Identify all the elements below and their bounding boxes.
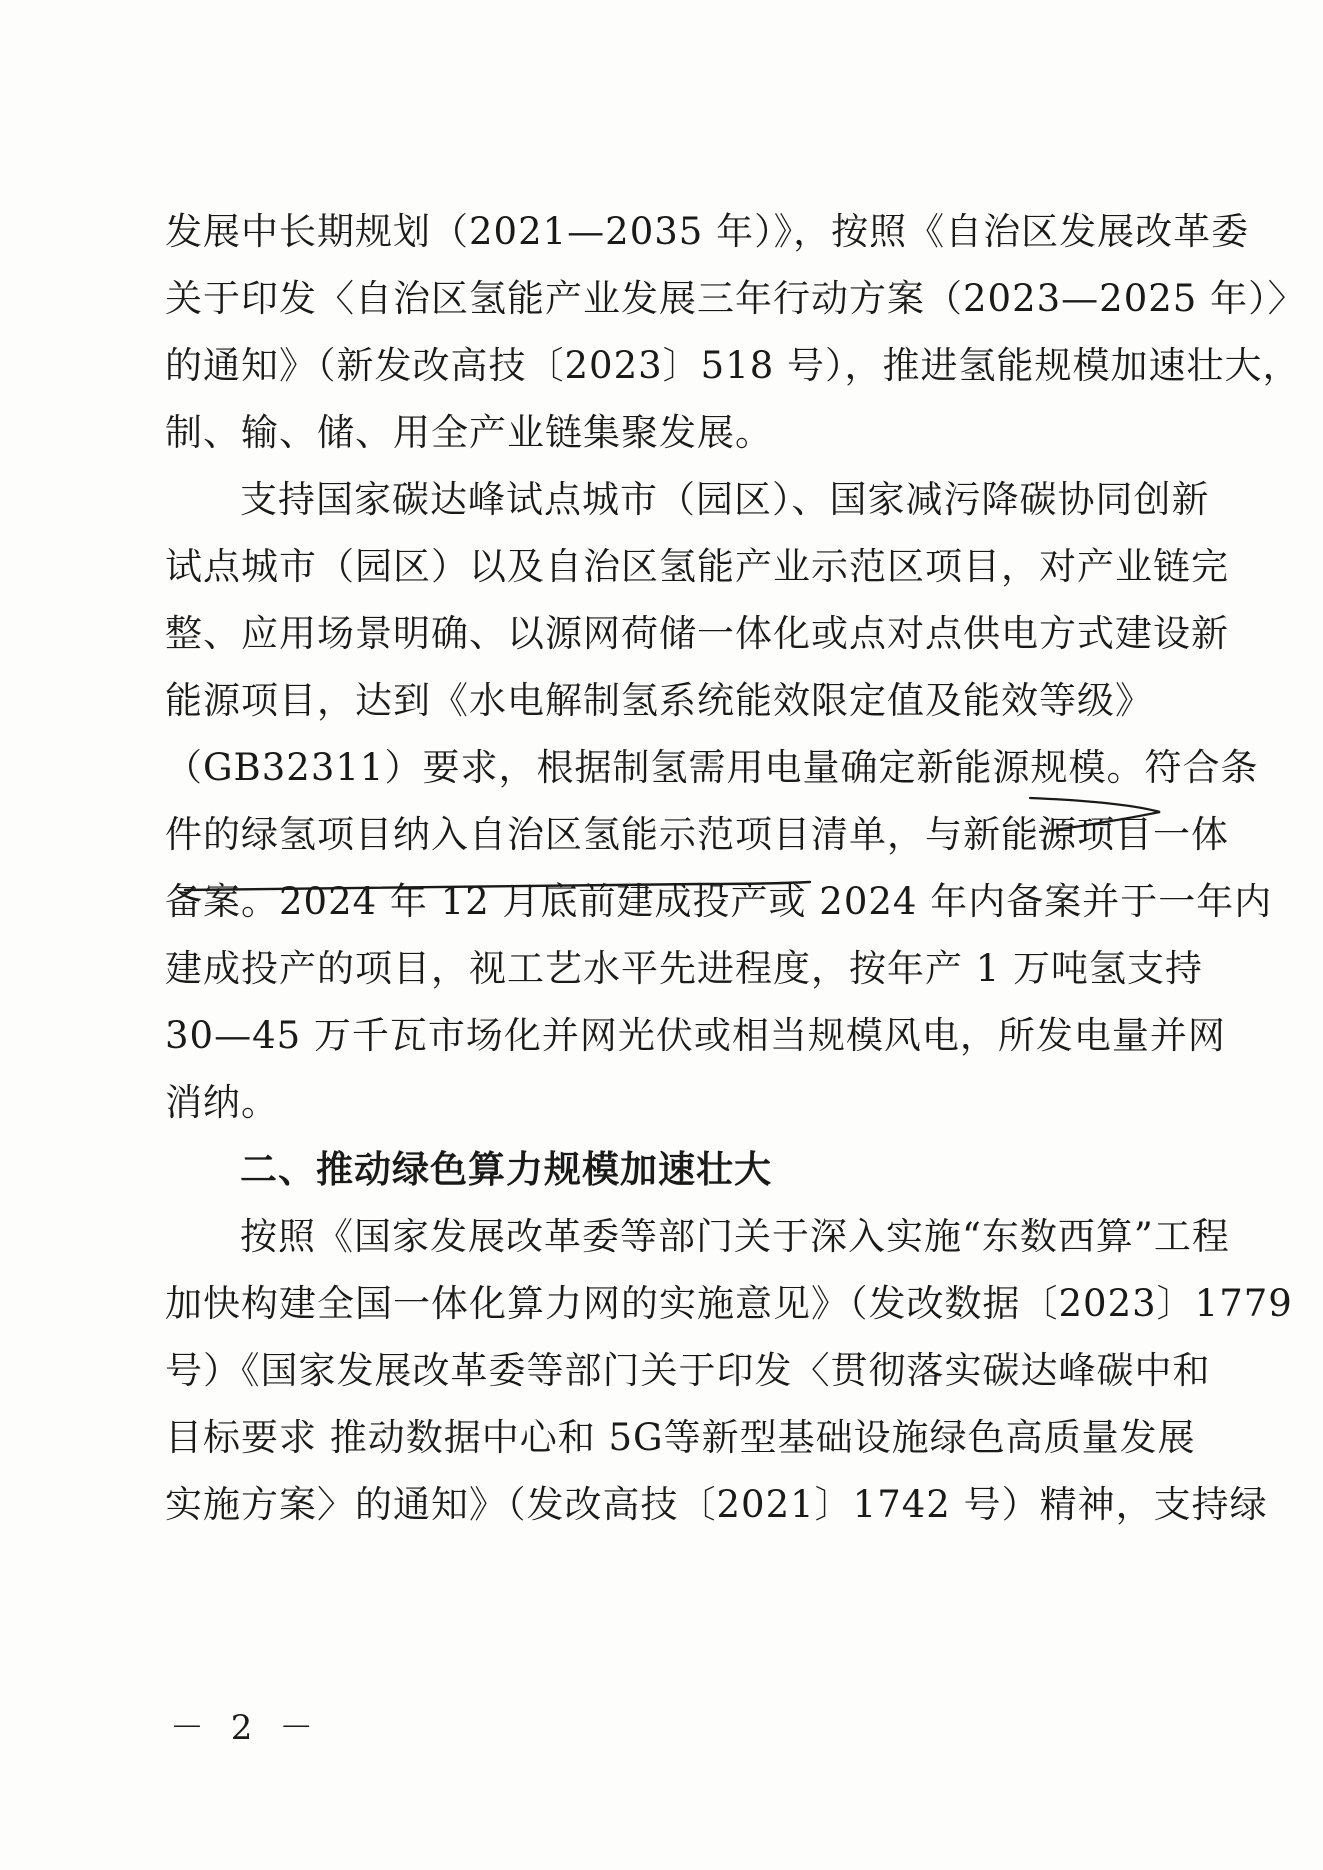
page-number: － 2 － <box>170 1708 322 1748</box>
paragraph-2-line-2: 试点城市（园区）以及自治区氢能产业示范区项目，对产业链完 <box>165 545 1229 588</box>
paragraph-2-line-8: 建成投产的项目，视工艺水平先进程度，按年产 1 万吨氢支持 <box>165 947 1204 990</box>
paragraph-2-line-7: 备案。2024 年 12 月底前建成投产或 2024 年内备案并于一年内 <box>165 880 1273 923</box>
paragraph-1-line-2: 关于印发〈自治区氢能产业发展三年行动方案（2023—2025 年）〉 <box>165 277 1306 320</box>
paragraph-2-line-6: 件的绿氢项目纳入自治区氢能示范项目清单，与新能源项目一体 <box>165 813 1229 856</box>
paragraph-3-line-5: 实施方案〉的通知》（发改高技〔2021〕1742 号）精神，支持绿 <box>165 1483 1268 1526</box>
paragraph-1-line-1: 发展中长期规划（2021—2035 年）》，按照《自治区发展改革委 <box>165 210 1250 253</box>
paragraph-1-line-3: 的通知》（新发改高技〔2023〕518 号），推进氢能规模加速壮大， <box>165 344 1301 387</box>
paragraph-2-line-9: 30—45 万千瓦市场化并网光伏或相当规模风电，所发电量并网 <box>165 1014 1226 1057</box>
paragraph-2-line-1: 支持国家碳达峰试点城市（园区）、国家减污降碳协同创新 <box>240 478 1210 521</box>
paragraph-3-line-1: 按照《国家发展改革委等部门关于深入实施“东数西算”工程 <box>240 1215 1230 1258</box>
paragraph-3-line-3: 号）《国家发展改革委等部门关于印发〈贯彻落实碳达峰碳中和 <box>165 1349 1211 1392</box>
paragraph-2-line-3: 整、应用场景明确、以源网荷储一体化或点对点供电方式建设新 <box>165 612 1229 655</box>
paragraph-2-line-4: 能源项目，达到《水电解制氢系统能效限定值及能效等级》 <box>165 679 1153 722</box>
paragraph-2-line-5: （GB32311）要求，根据制氢需用电量确定新能源规模。符合条 <box>165 746 1259 789</box>
paragraph-3-line-4: 目标要求 推动数据中心和 5G等新型基础设施绿色高质量发展 <box>165 1416 1196 1459</box>
section-heading: 二、推动绿色算力规模加速壮大 <box>240 1148 772 1191</box>
paragraph-3-line-2: 加快构建全国一体化算力网的实施意见》（发改数据〔2023〕1779 <box>165 1282 1293 1325</box>
paragraph-2-line-10: 消纳。 <box>165 1081 279 1124</box>
paragraph-1-line-4: 制、输、储、用全产业链集聚发展。 <box>165 411 773 454</box>
